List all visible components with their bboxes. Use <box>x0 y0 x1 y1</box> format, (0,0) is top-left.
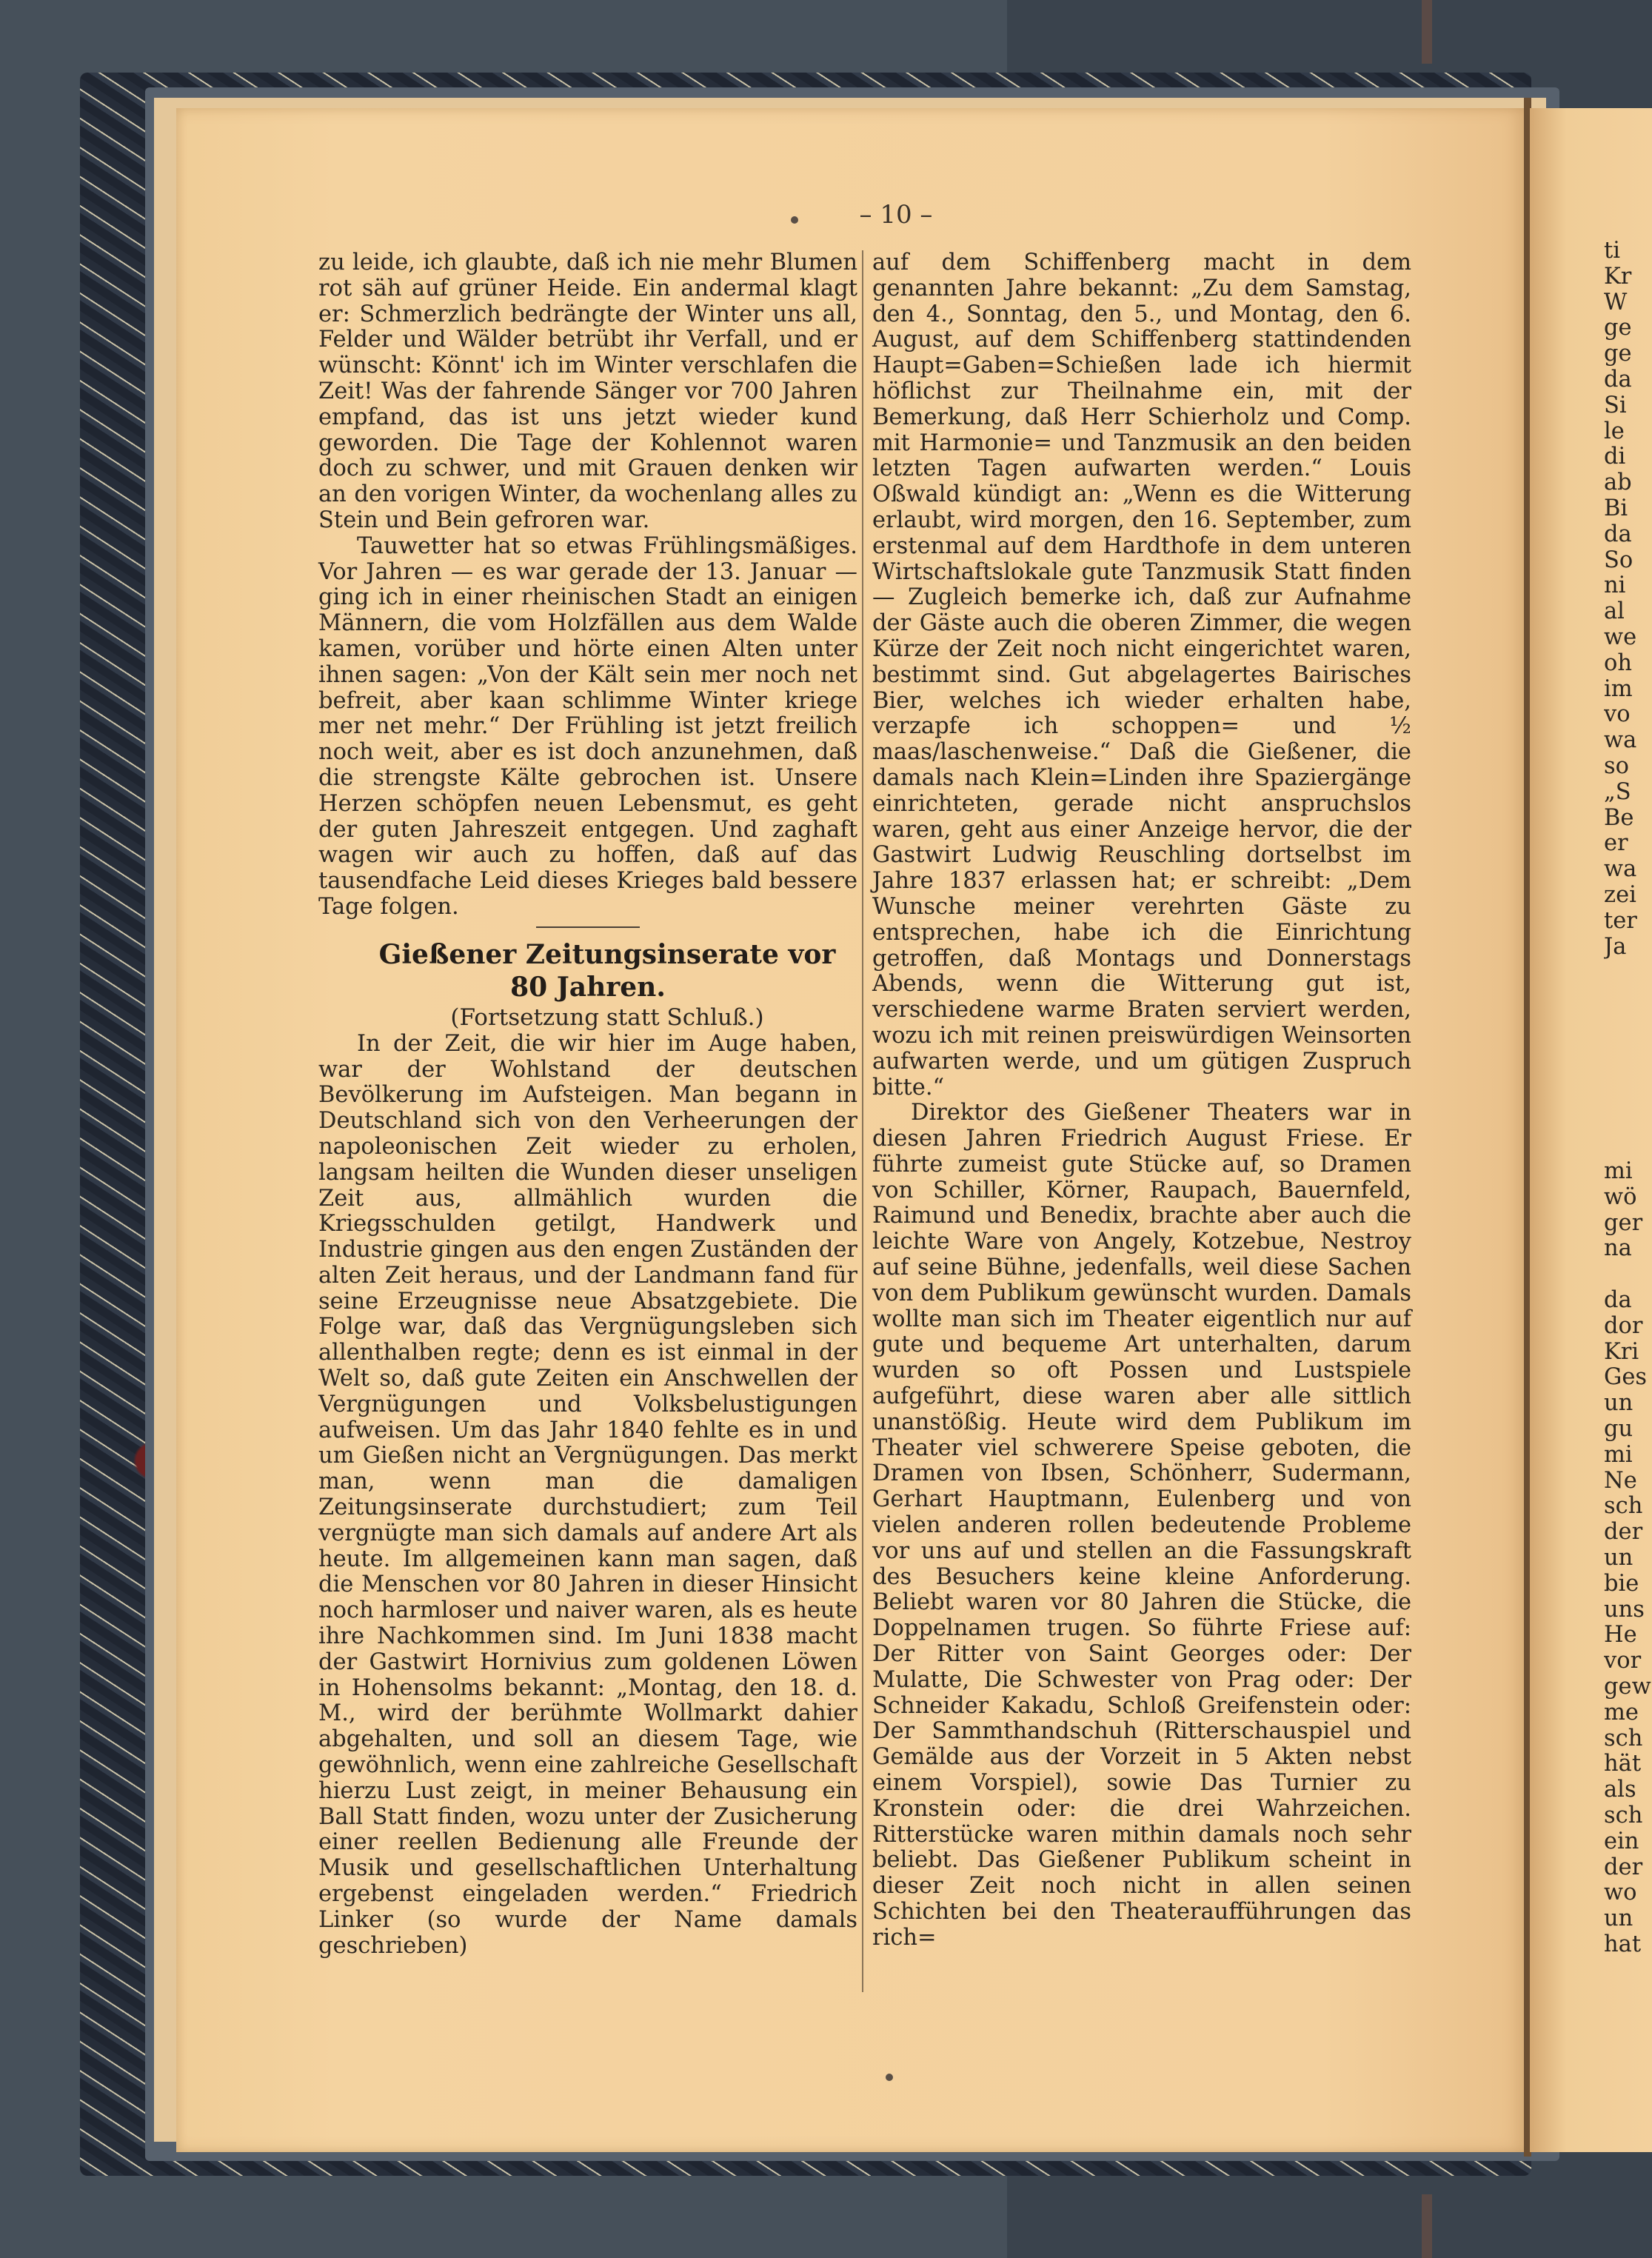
facing-page-text-top: ti Kr W ge ge da Si le di ab Bi da So ni al we oh im vo wa so „S Be er wa zei ter Ja <box>1604 238 1637 960</box>
page-speck <box>886 2074 893 2081</box>
column-divider <box>862 250 863 1992</box>
paragraph: auf dem Schiffenberg macht in dem genannten Jahre bekannt: „Zu dem Samstag, den 4., Sonntag, den 5., und Montag, den 6. August, auf dem Schiffenberg stattindenden Haupt=Gaben=Schießen lade ich hiermit höflichst zur Theilnahme ein, mit der Bemerkung, daß Herr Schierholz und Comp. mit Harmonie= und Tanzmusik an den beiden letzten Tagen aufwarten werden.“ Louis Oßwald kündigt an: „Wenn es die Witterung erlaubt, wird morgen, den 16. September, zum erstenmal auf dem Hardthofe in dem unteren Wirtschaftslokale gute Tanzmusik Statt finden — Zugleich bemerke ich, daß zur Aufnahme der Gäste auch die oberen Zimmer, die wegen Kürze der Zeit noch nicht eingerichtet waren, bestimmt sind. Gut abgelagertes Bairisches Bier, welches ich wieder erhalten habe, verzapfe ich schoppen= und ½ maas/laschenweise.“ Daß die Gießener, die damals nach Klein=Linden ihre Spaziergänge einrichteten, gerade nicht anspruchslos waren, geht aus einer Anzeige hervor, die der Gastwirt Ludwig Reuschling dortselbst im Jahre 1837 erlassen hat; er schreibt: „Dem Wunsche meiner verehrten Gäste zu entsprechen, habe ich die Einrichtung getroffen, daß Montags und Donnerstags Abends, wenn die Witterung gut ist, verschiedene warme Braten serviert werden, wozu ich mit reinen preiswürdigen Weinsorten aufwarten werde, und um gütigen Zuspruch bitte.“ <box>872 250 1411 1100</box>
paragraph: zu leide, ich glaubte, daß ich nie mehr Blumen rot säh auf grüner Heide. Ein andermal klagt er: Schmerzlich bedrängte der Winter uns all, Felder und Wälder betrübt ihr Verfall, und er wünscht: Könnt' ich im Winter verschlafen die Zeit! Was der fahrende Sänger vor 700 Jahren empfand, das ist uns jetzt wieder kund geworden. Die Tage der Kohlennot waren doch zu schwer, und mit Grauen denken wir an den vorigen Winter, da wochenlang alles zu Stein und Bein gefroren war. <box>318 250 857 533</box>
text-column-right <box>872 250 1411 1951</box>
article-subtitle: (Fortsetzung statt Schluß.) <box>450 1003 764 1031</box>
article-title-line1: Gießener Zeitungsinserate vor <box>378 938 836 970</box>
bookmark-ribbon <box>1422 2194 1432 2258</box>
paragraph: Direktor des Gießener Theaters war in diesen Jahren Friedrich August Friese. Er führte zumeist gute Stücke auf, so Dramen von Schiller, Körner, Raupach, Bauernfeld, Raimund und Benedix, brachte aber auch die leichte Ware von Angely, Kotzebue, Nestroy auf seine Bühne, jedenfalls, weil diese Sachen von dem Publikum gewünscht wurden. Damals wollte man sich im Theater eigentlich nur auf gute und bequeme Art unterhalten, darum wurden so oft Possen und Lustspiele aufgeführt, diese waren aber alle sittlich unanstößig. Heute wird dem Publikum im Theater viel schwerere Speise geboten, die Dramen von Ibsen, Schönherr, Sudermann, Gerhart Hauptmann, Eulenberg und von vielen anderen rollen bedeutende Probleme vor uns auf und stellen an die Fassungskraft des Besuchers keine kleine Anforderung. Beliebt waren vor 80 Jahren die Stücke, die Doppelnamen trugen. So führte Friese auf: Der Ritter von Saint Georges oder: Der Mulatte, Die Schwester von Prag oder: Der Schneider Kakadu, Schloß Greifenstein oder: Der Sammthandschuh (Ritterschauspiel und Gemälde aus der Vorzeit in 5 Akten nebst einem Vorspiel), sowie Das Turnier zu Kronstein oder: die drei Wahrzeichen. Ritterstücke waren mithin damals noch sehr beliebt. Das Gießener Publikum scheint in dieser Zeit noch nicht in allen seinen Schichten bei den Theateraufführungen das rich= <box>872 1100 1411 1951</box>
article-title <box>318 938 857 1003</box>
facing-page-text-bottom: mi wö ger na da dor Kri Ges un gu mi Ne sch der un bie uns He vor gew me sch hät als sch ein der wo un hat <box>1604 1159 1651 1957</box>
section-rule <box>536 926 640 928</box>
article-title-line2: 80 Jahren. <box>510 971 666 1003</box>
bookmark-ribbon <box>1422 0 1432 64</box>
text-column-left <box>318 250 857 1959</box>
page-number: – 10 – <box>859 200 933 230</box>
paragraph: In der Zeit, die wir hier im Auge haben, war der Wohlstand der deutschen Bevölkerung im Aufsteigen. Man begann in Deutschland sich von den Verheerungen der napoleonischen Zeit wieder zu erholen, langsam heilten die Wunden dieser unseligen Zeit aus, allmählich wurden die Kriegsschulden getilgt, Handwerk und Industrie gingen aus den engen Zuständen der alten Zeit heraus, und der Landmann fand für seine Erzeugnisse neue Absatzgebiete. Die Folge war, daß das Vergnügungsleben sich allenthalben regte; denn es ist einmal in der Welt so, daß gute Zeiten ein Anschwellen der Vergnügungen und Volksbelustigungen aufweisen. Um das Jahr 1840 fehlte es in und um Gießen nicht an Vergnügungen. Das merkt man, wenn man die damaligen Zeitungsinserate durchstudiert; zum Teil vergnügte man sich damals auf andere Art als heute. Im allgemeinen kann man sagen, daß die Menschen vor 80 Jahren in dieser Hinsicht noch harmloser und naiver waren, als es heute ihre Nachkommen sind. Im Juni 1838 macht der Gastwirt Hornivius zum goldenen Löwen in Hohensolms bekannt: „Montag, den 18. d. M., wird der berühmte Wollmarkt dahier abgehalten, und soll an diesem Tage, wie gewöhnlich, wenn eine zahlreiche Gesellschaft hierzu Lust zeigt, in meiner Behausung ein Ball Statt finden, wozu unter der Zusicherung einer reellen Bedienung alle Freunde der Musik und gesellschaftlichen Unterhaltung ergebenst eingeladen werden.“ Friedrich Linker (so wurde der Name damals geschrieben) <box>318 1030 857 1959</box>
paragraph: Tauwetter hat so etwas Frühlingsmäßiges. Vor Jahren — es war gerade der 13. Januar — ging ich in einer rheinischen Stadt an einigen Männern, die vom Holzfällen aus dem Walde kamen, vorüber und hörte einen Alten unter ihnen sagen: „Von der Kält sein mer noch net befreit, aber kaan schlimme Winter kriege mer net mehr.“ Der Frühling ist jetzt freilich noch weit, aber es ist doch anzunehmen, daß die strengste Kälte gebrochen ist. Unsere Herzen schöpfen neuen Lebensmut, es geht der guten Jahreszeit entgegen. Und zaghaft wagen wir auch zu hoffen, daß auf das tausendfache Leid dieses Krieges bald bessere Tage folgen. <box>318 532 857 920</box>
